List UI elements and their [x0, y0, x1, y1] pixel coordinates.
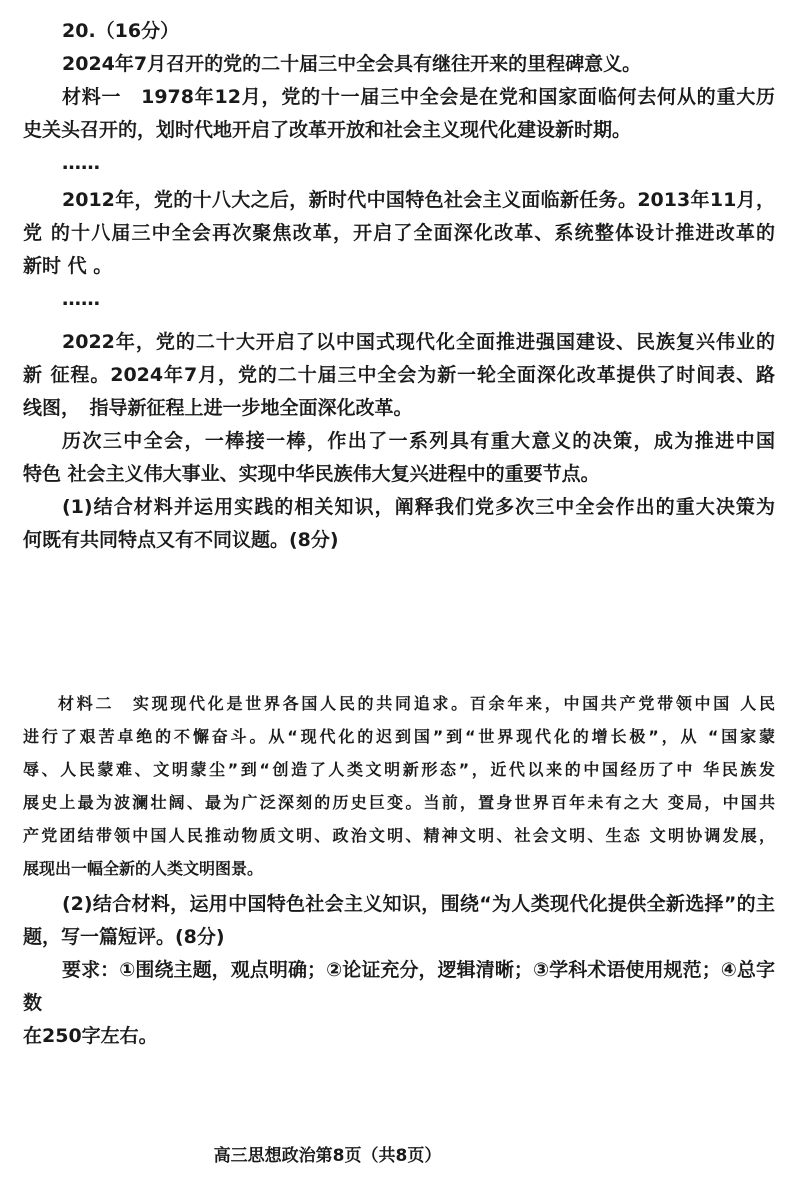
paragraph-2012-line: 党 的十八届三中全会再次聚焦改革，开启了全面深化改革、系统整体设计推进改革的	[23, 222, 775, 244]
sub-question-2-line: 题，写一篇短评。(8分)	[23, 926, 225, 948]
question-number: 20.（16分）	[62, 20, 180, 42]
paragraph-2022	[23, 326, 775, 425]
material2-line: 进行了艰苦卓绝的不懈奋斗。从“现代化的迟到国”到“世界现代化的增长极”，从 “国家蒙	[23, 727, 775, 746]
material-2	[23, 687, 775, 885]
summary-line: 历次三中全会，一棒接一棒，作出了一系列具有重大意义的决策，成为推进中国	[62, 430, 775, 452]
paragraph-2022-line: 新 征程。2024年7月，党的二十届三中全会为新一轮全面深化改革提供了时间表、路	[23, 364, 775, 386]
material-1	[23, 81, 775, 147]
page-footer: 高三思想政治第8页（共8页）	[213, 1146, 442, 1166]
ellipsis-line: ……	[62, 288, 100, 310]
sub-question-2	[23, 888, 775, 954]
paragraph-2012-line: 新时 代 。	[23, 255, 113, 277]
paragraph-plenums-summary	[23, 425, 775, 491]
material2-line: 展现出一幅全新的人类文明图景。	[23, 859, 264, 878]
requirements-line: 在250字左右。	[23, 1025, 158, 1047]
summary-line: 特色 社会主义伟大事业、实现中华民族伟大复兴进程中的重要节点。	[23, 463, 600, 485]
requirements-line: 要求：①围绕主题，观点明确；②论证充分，逻辑清晰；③学科术语使用规范；④总字数	[23, 959, 775, 1014]
material2-line: 辱、人民蒙难、文明蒙尘”到“创造了人类文明新形态”，近代以来的中国经历了中 华民族发	[23, 760, 775, 779]
sub-question-1	[23, 491, 775, 557]
material1-line: 材料一 1978年12月，党的十一届三中全会是在党和国家面临何去何从的重大历	[62, 86, 775, 108]
answer-space	[23, 557, 775, 687]
paragraph-2012	[23, 184, 775, 283]
sub-question-1-line: (1)结合材料并运用实践的相关知识，阐释我们党多次三中全会作出的重大决策为	[62, 496, 775, 518]
sub-question-2-line: (2)结合材料，运用中国特色社会主义知识，围绕“为人类现代化提供全新选择”的主	[62, 893, 775, 915]
question-intro-line: 2024年7月召开的党的二十届三中全会具有继往开来的里程碑意义。	[62, 53, 642, 75]
paragraph-2022-line: 2022年，党的二十大开启了以中国式现代化全面推进强国建设、民族复兴伟业的	[62, 331, 775, 353]
sub-question-1-line: 何既有共同特点又有不同议题。(8分)	[23, 529, 339, 551]
paragraph-2022-line: 线图， 指导新征程上进一步地全面深化改革。	[23, 397, 413, 419]
paragraph-2012-line: 2012年，党的十八大之后，新时代中国特色社会主义面临新任务。2013年11月，	[62, 189, 775, 211]
requirements	[23, 954, 775, 1053]
material2-line: 展史上最为波澜壮阔、最为广泛深刻的历史巨变。当前，置身世界百年未有之大 变局，中国共	[23, 793, 775, 812]
material1-line: 史关头召开的，划时代地开启了改革开放和社会主义现代化建设新时期。	[23, 119, 632, 141]
material2-line: 产党团结带领中国人民推动物质文明、政治文明、精神文明、社会文明、生态 文明协调发展，	[23, 826, 775, 845]
question-20-block	[23, 15, 775, 1053]
material2-line: 材料二 实现现代化是世界各国人民的共同追求。百余年来，中国共产党带领中国 人民	[58, 694, 775, 713]
ellipsis-line: ……	[62, 152, 100, 174]
